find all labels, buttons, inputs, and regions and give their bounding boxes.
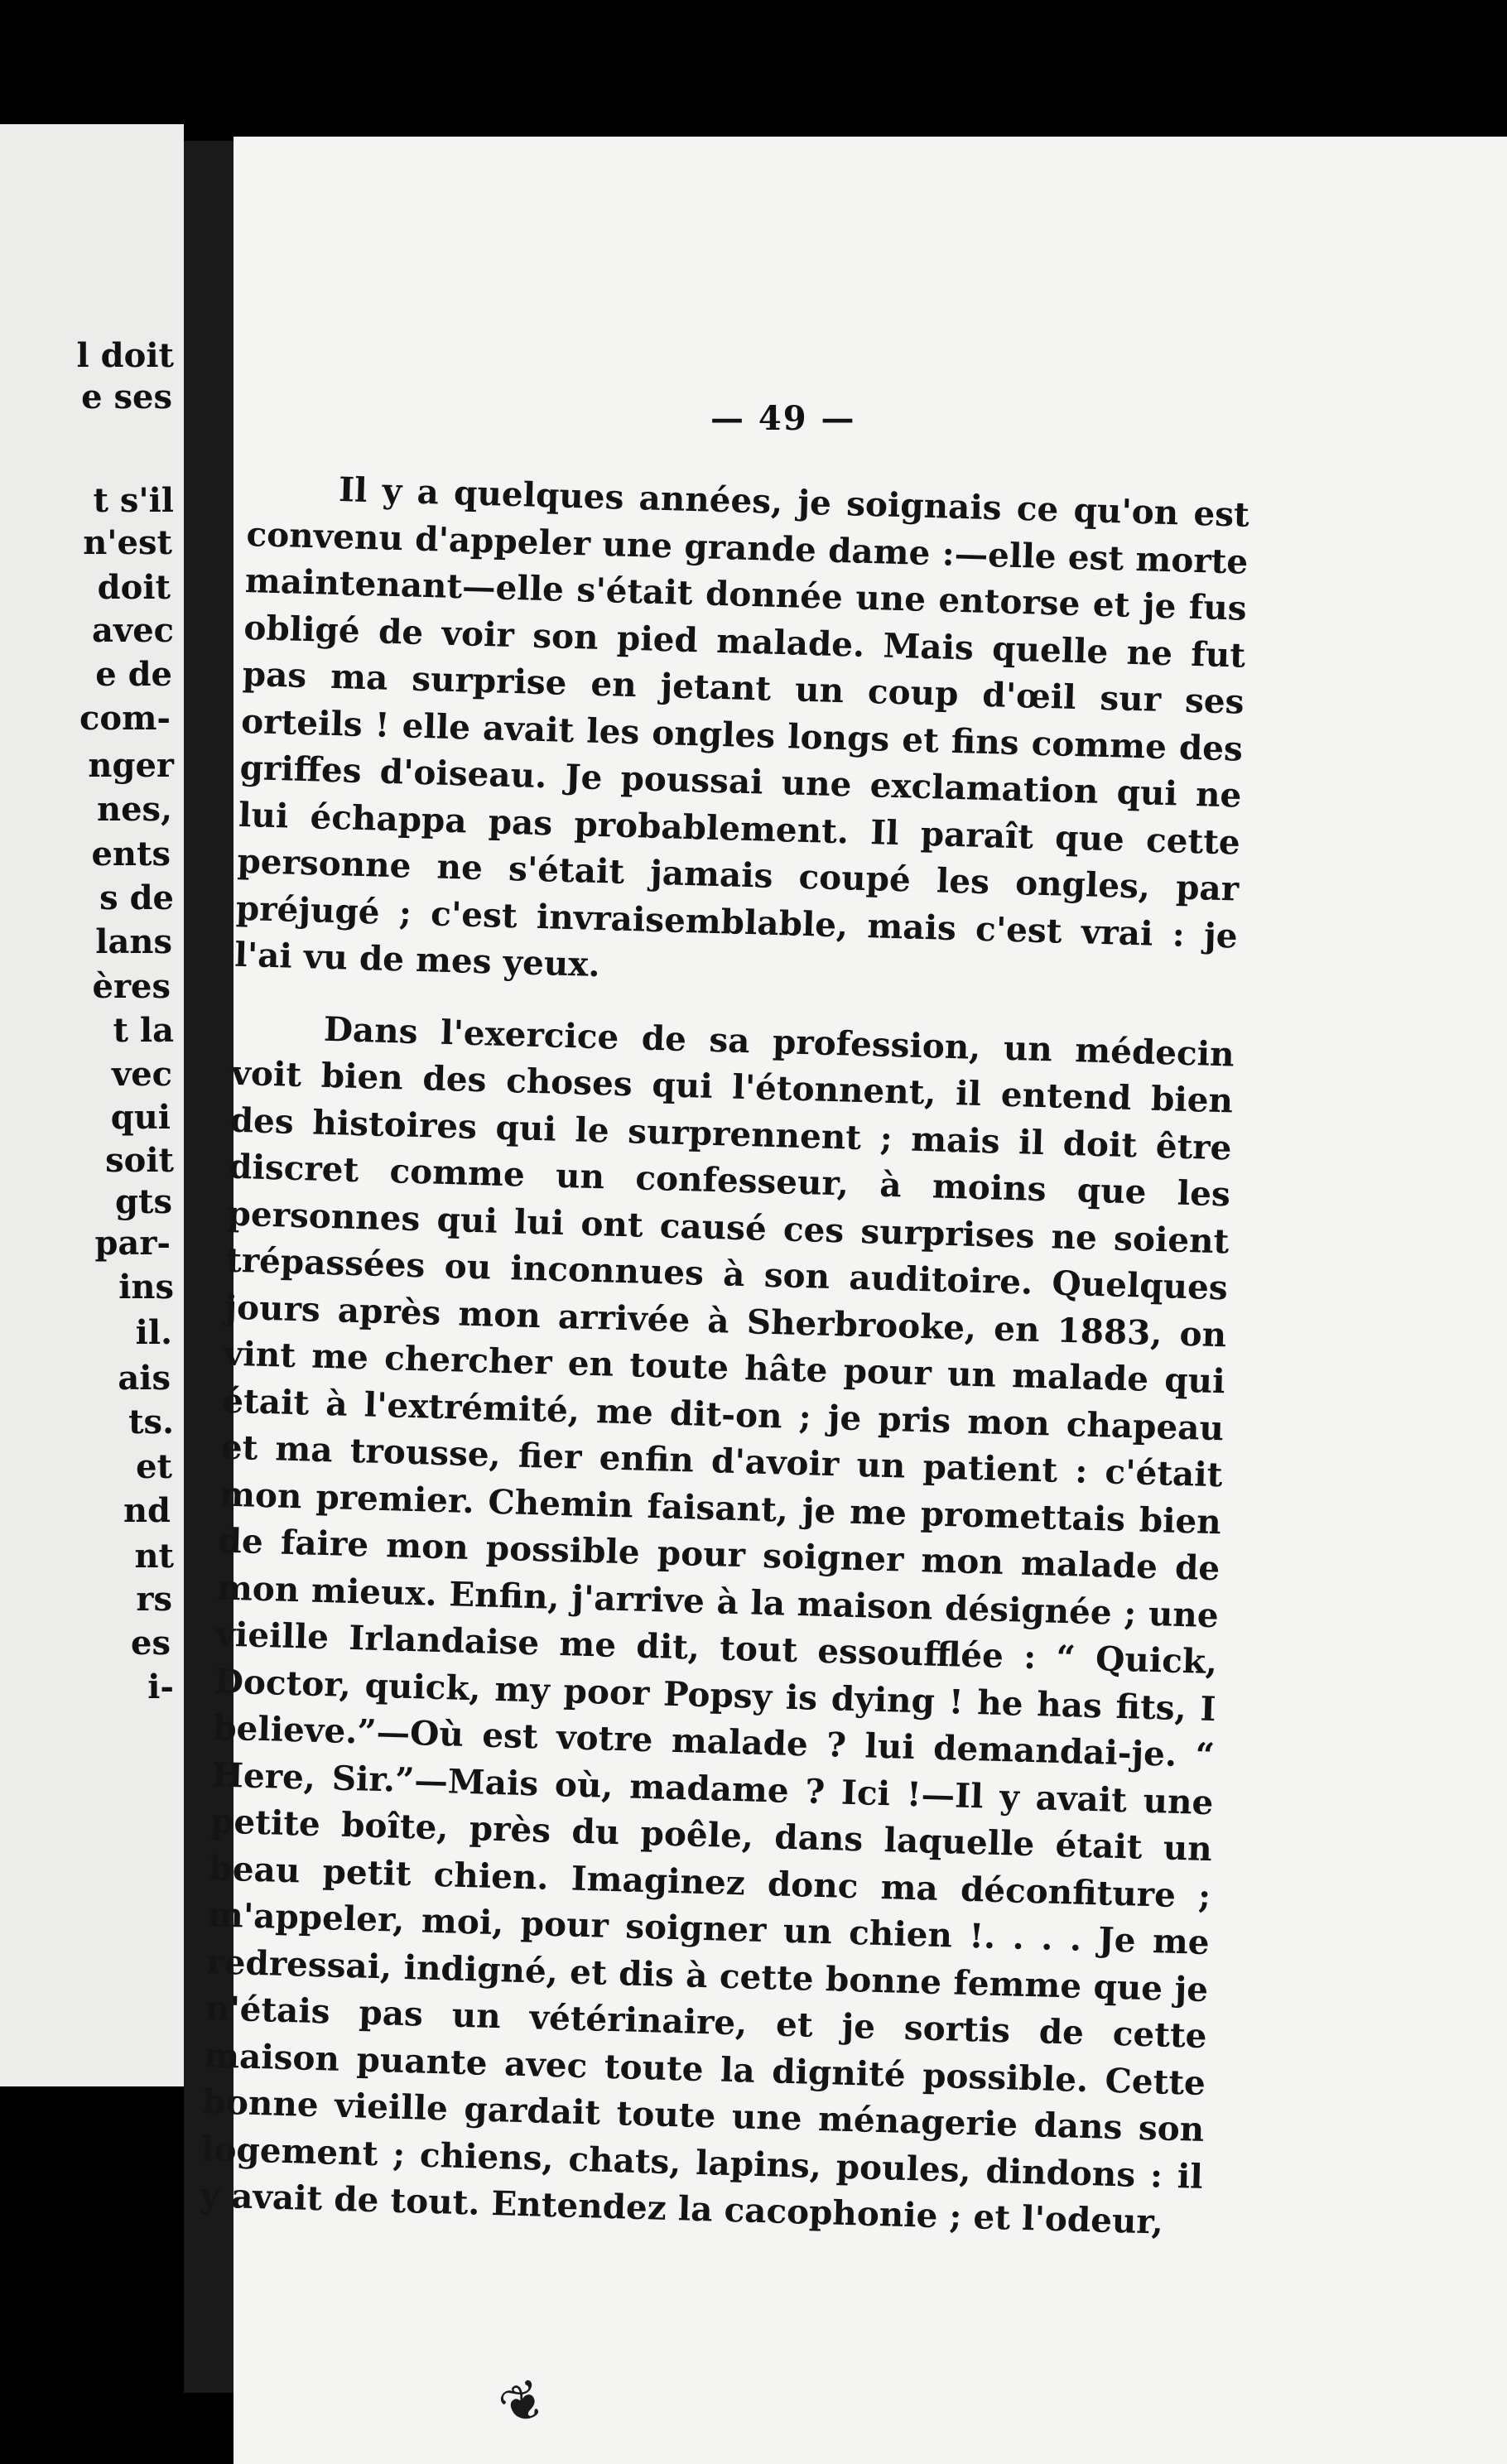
left-page-line: par- [94, 1224, 171, 1263]
left-page-line: vec [111, 1055, 172, 1094]
left-page-fragment [0, 124, 184, 2086]
left-page-line: t la [113, 1011, 174, 1050]
left-page-line: s de [99, 878, 174, 917]
left-page-line: soit [105, 1141, 174, 1180]
page-number: — 49 — [710, 399, 856, 438]
left-page-line: nt [134, 1537, 174, 1576]
left-page-line: e de [95, 655, 172, 694]
left-page-line: nd [123, 1491, 171, 1530]
left-page-line: il. [135, 1313, 172, 1352]
left-page-line: et [136, 1447, 172, 1486]
left-page-line: n'est [83, 523, 172, 562]
left-page-line: avec [92, 611, 174, 650]
left-page-line: gts [115, 1182, 172, 1221]
left-page-line: nger [88, 746, 174, 785]
left-page-line: es [131, 1624, 171, 1663]
left-page-line: i- [147, 1668, 174, 1706]
left-page-line: doit [97, 568, 171, 607]
page-body-text [200, 464, 1250, 2246]
left-page-line: l doit [76, 336, 174, 375]
left-page-line: ts. [128, 1403, 174, 1441]
left-page-line: com- [79, 699, 171, 738]
left-page-line: nes, [97, 790, 172, 829]
left-page-line: ères [92, 967, 171, 1006]
ink-smudge-mark: ❦ [490, 2366, 556, 2441]
left-page-line: lans [95, 922, 172, 961]
paragraph-2: Dans l'exercice de sa profession, un médecin voit bien des choses qui l'étonnent, il entend bien des histoires qui le surprennent ; mais il doit être discret comme un confesseur, à moins que les personnes qui lui ont causé ces surprises ne soient trépassées ou inconnues à son auditoire. Quelques jours après mon arrivée à Sherbrooke, en 1883, on vint me chercher en toute hâte pour un malade qui était à l'extrémité, me dit-on ; je pris mon chapeau et ma trousse, fier enfin d'avoir un patient : c'était mon premier. Chemin faisant, je me promettais bien de faire mon possible pour soigner mon malade de mon mieux. Enfin, j'arrive à la maison désignée ; une vieille Irlandaise me dit, tout essoufflée : “ Quick, Doctor, quick, my poor Popsy is dying ! he has fits, I believe.”—Où est votre malade ? lui demandai-je. “ Here, Sir.”—Mais où, madame ? Ici !—Il y avait une petite boîte, près du poêle, dans laquelle était un beau petit chien. Imaginez donc ma déconfiture ; m'appeler, moi, pour soigner un chien !. . . . Je me redressai, indigné, et dis à cette bonne femme que je n'étais pas un vétérinaire, et je sortis de cette maison puante avec toute la dignité possible. Cette bonne vieille gardait toute une ménagerie dans son logement ; chiens, chats, lapins, poules, dindons : il y avait de tout. Entendez la cacophonie ; et l'odeur, [199, 1008, 1235, 2242]
left-page-line: ents [91, 835, 171, 873]
left-page-line: t s'il [93, 481, 174, 520]
left-page-line: ais [118, 1359, 171, 1398]
paragraph-1: Il y a quelques années, je soignais ce qu'on est convenu d'appeler une grande dame :—elle est morte maintenant—elle s'était donnée une entorse et je fus obligé de voir son pied malade. Mais quelle ne fut pas ma surprise en jetant un coup d'œil sur ses orteils ! elle avait les ongles longs et fins comme des griffes d'oiseau. Je poussai une exclamation qui ne lui échappa pas probablement. Il paraît que cette personne ne s'était jamais coupé les ongles, par préjugé ; c'est invraisemblable, mais c'est vrai : je l'ai vu de mes yeux. [234, 469, 1250, 985]
left-page-line: rs [136, 1580, 172, 1619]
left-page-line: e ses [81, 378, 172, 416]
left-page-line: ins [118, 1268, 174, 1307]
left-page-line: qui [110, 1098, 171, 1137]
